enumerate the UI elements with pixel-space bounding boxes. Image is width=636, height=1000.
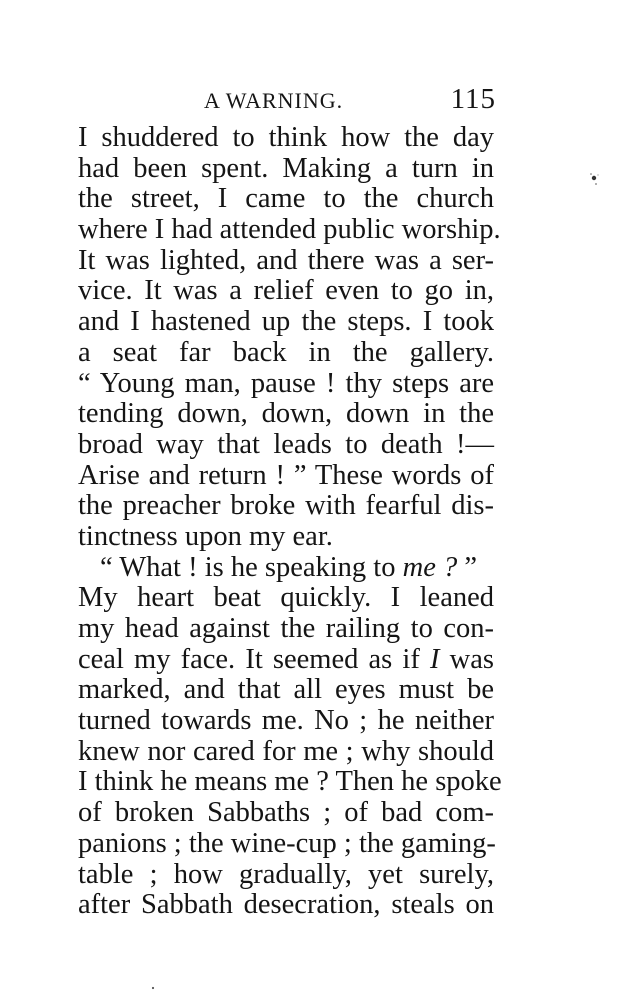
- text-line: where I had attended public worship.: [78, 214, 501, 246]
- text-line: my head against the railing to con-: [78, 613, 494, 644]
- italic-fragment: me ?: [402, 551, 458, 583]
- text-line: broad way that leads to death !—: [78, 428, 494, 460]
- text-line-with-italic: [78, 553, 494, 584]
- ink-dot-icon: [150, 985, 156, 991]
- text-line: My heart beat quickly. I leaned: [78, 582, 494, 614]
- text-line: turned towards me. No ; he neither: [78, 705, 494, 737]
- text-line: the preacher broke with fearful dis-: [78, 490, 494, 522]
- page-number: 115: [450, 83, 496, 115]
- text-fragment: was: [439, 643, 495, 675]
- text-fragment: “ What ! is he speaking to: [100, 551, 403, 583]
- text-line-with-italic: [78, 645, 494, 676]
- text-line: I think he means me ? Then he spoke: [78, 766, 502, 798]
- running-head: [78, 83, 496, 116]
- body-text: [78, 122, 502, 921]
- text-line: and I hastened up the steps. I took: [78, 306, 494, 338]
- text-line: It was lighted, and there was a ser-: [78, 244, 494, 276]
- running-title: A WARNING.: [204, 88, 344, 113]
- text-fragment: ceal my face. It seemed as if: [78, 643, 431, 675]
- text-line: a seat far back in the gallery.: [78, 336, 494, 368]
- text-line: marked, and that all eyes must be: [78, 674, 494, 706]
- text-line: vice. It was a relief even to go in,: [78, 275, 494, 307]
- text-line: table ; how gradually, yet surely,: [78, 858, 494, 890]
- text-line: panions ; the wine-cup ; the gaming-: [78, 827, 496, 859]
- text-line: had been spent. Making a turn in: [78, 152, 494, 184]
- text-line: after Sabbath desecration, steals on: [78, 889, 494, 921]
- text-line: the street, I came to the church: [78, 183, 494, 215]
- text-line: “ Young man, pause ! thy steps are: [78, 367, 494, 399]
- ink-speck-icon: [586, 170, 602, 192]
- italic-fragment: I: [430, 643, 440, 675]
- text-line: tending down, down, down in the: [78, 398, 494, 430]
- text-line: I shuddered to think how the day: [78, 122, 494, 153]
- text-line: tinctness upon my ear.: [78, 520, 333, 552]
- text-line: Arise and return ! ” These words of: [78, 459, 494, 491]
- text-fragment: ”: [457, 551, 477, 583]
- text-line: of broken Sabbaths ; of bad com-: [78, 797, 494, 829]
- text-line: knew nor cared for me ; why should: [78, 735, 494, 767]
